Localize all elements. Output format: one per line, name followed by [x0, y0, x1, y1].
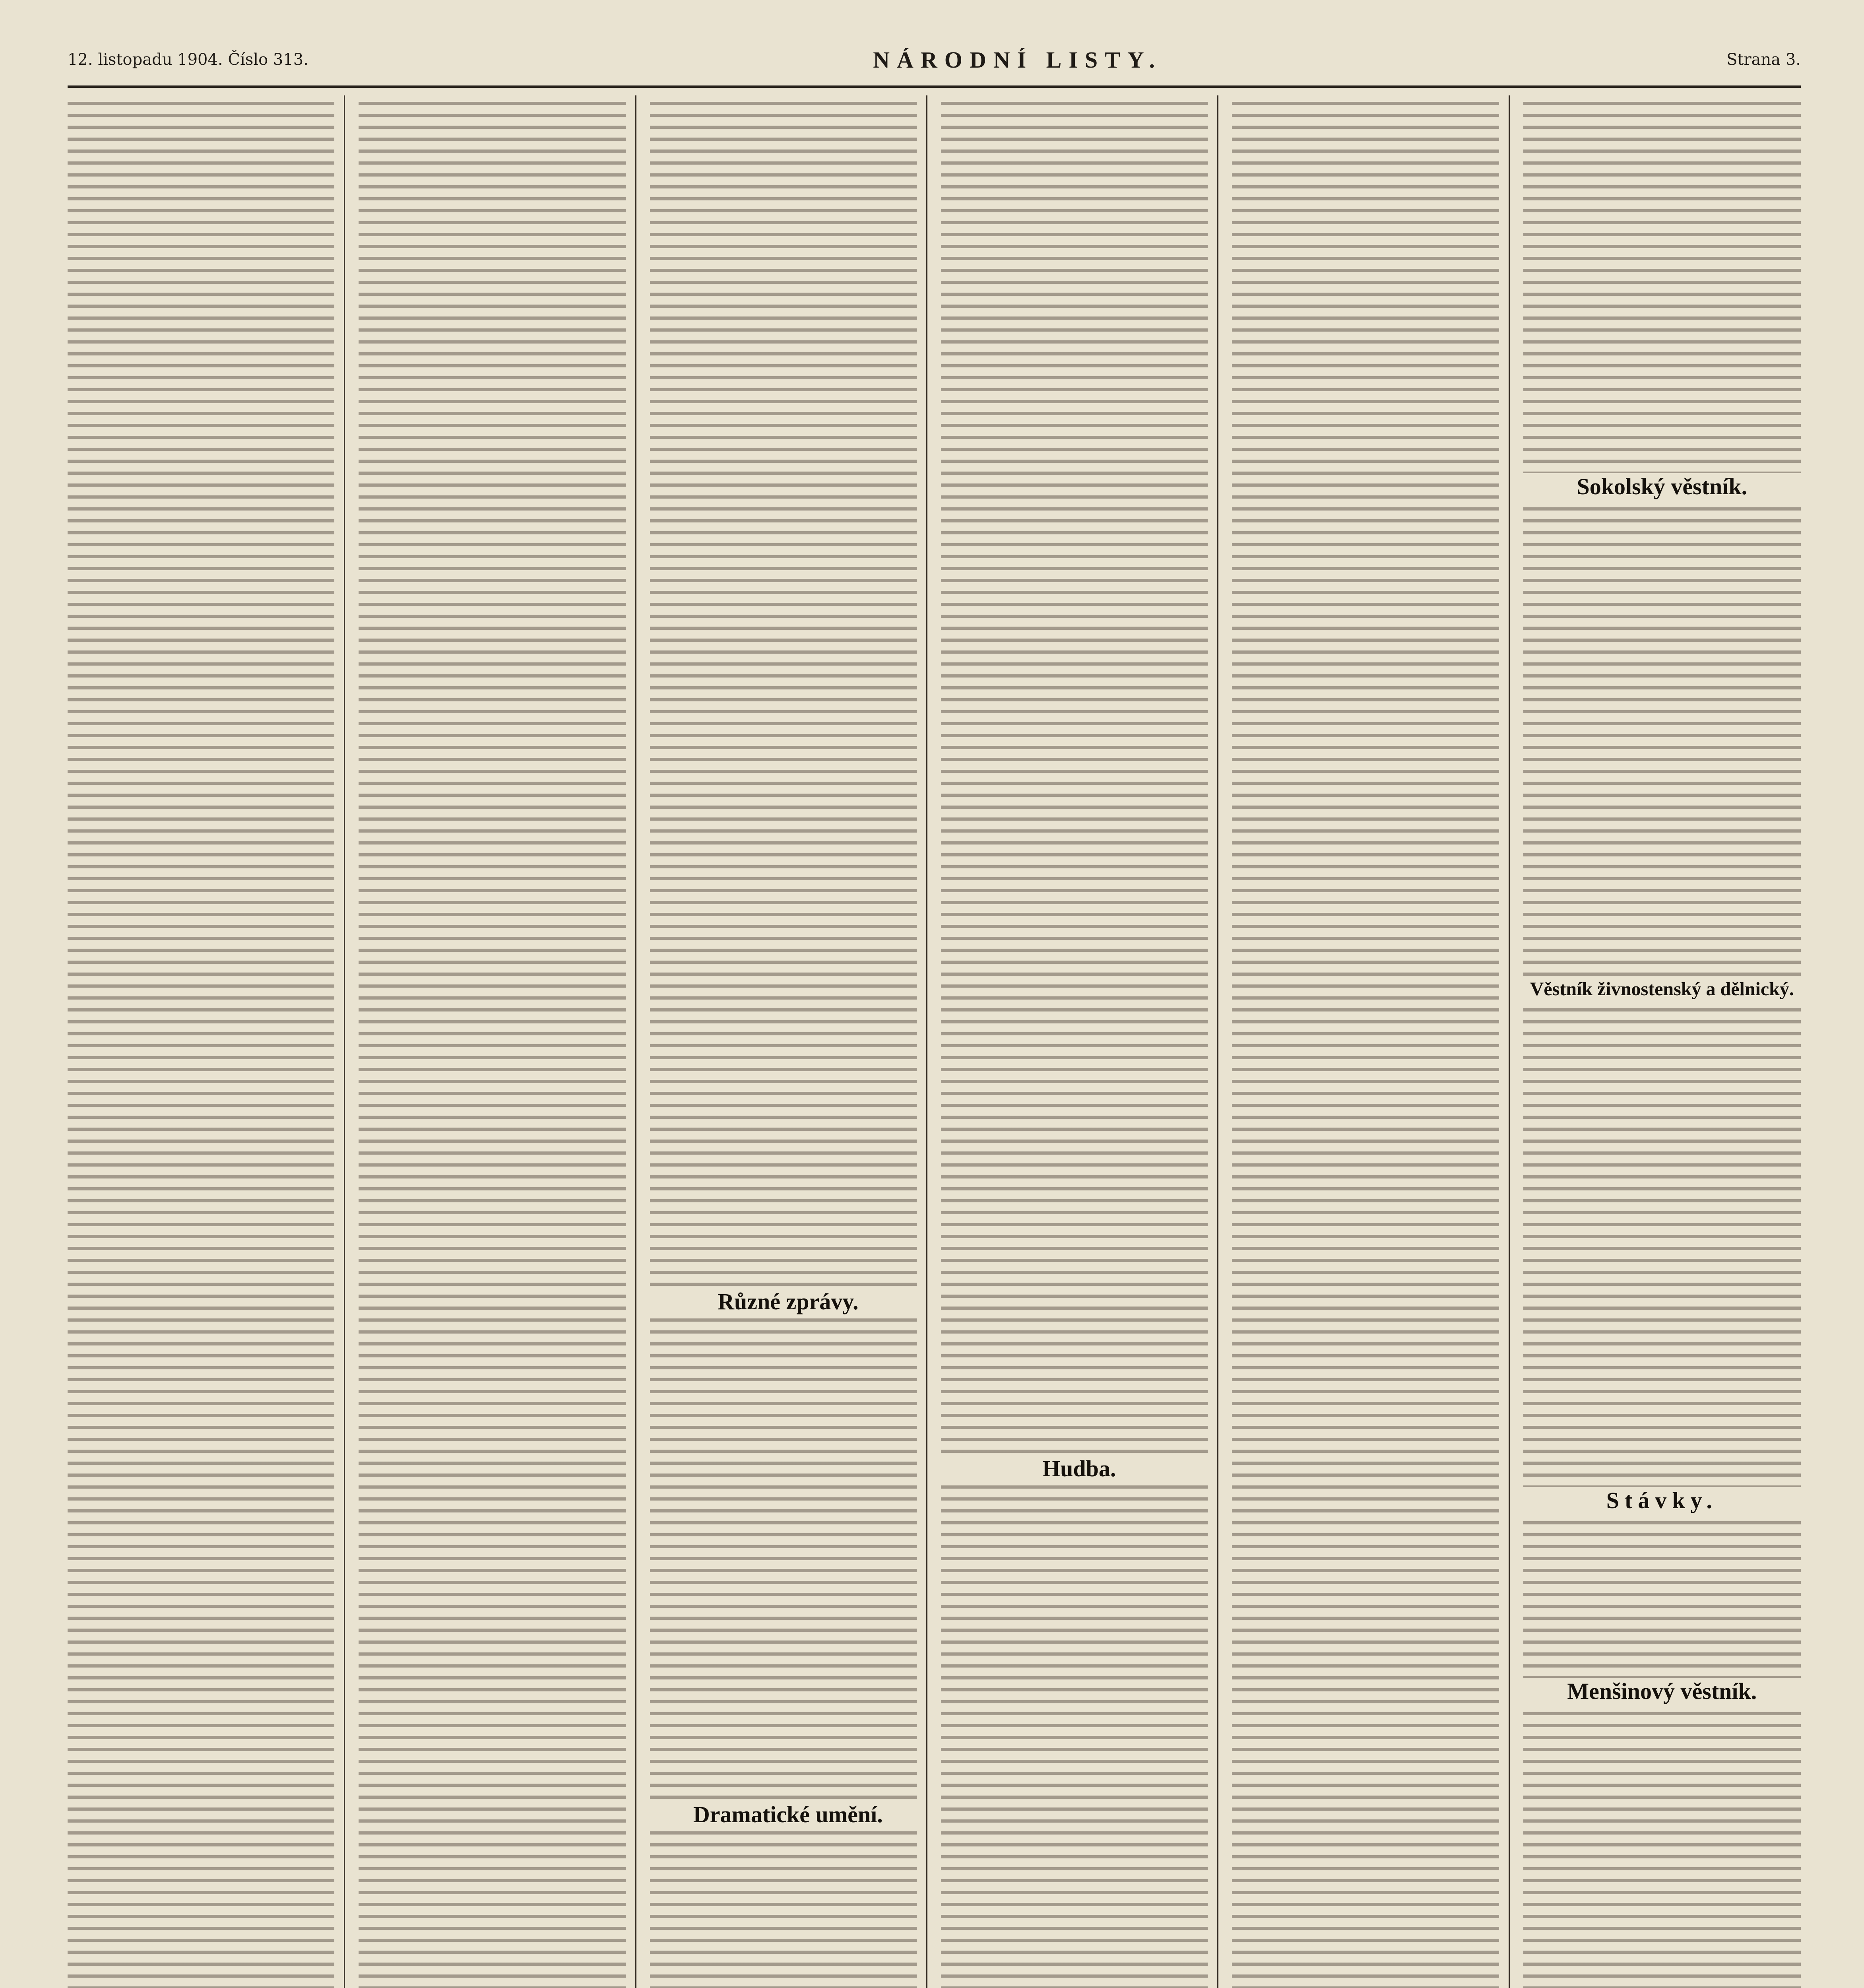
issue-date: 12. listopadu 1904. Číslo 313. [68, 50, 308, 69]
section-hudba: Hudba. [941, 1455, 1217, 1482]
section-stavky: Stávky. [1523, 1487, 1801, 1514]
column-5 [1232, 95, 1509, 1988]
text-block [68, 95, 334, 1988]
section-ruzne-zpravy: Různé zprávy. [650, 1288, 926, 1315]
column-1 [68, 95, 345, 1988]
column-2 [359, 95, 636, 1988]
text-block [1232, 95, 1499, 1988]
page-header [68, 44, 1801, 76]
column-6 [1523, 95, 1801, 1988]
column-4 [941, 95, 1218, 1988]
text-block [650, 95, 917, 1988]
text-block [941, 95, 1208, 1988]
header-rule [68, 85, 1801, 88]
section-dramaticke-umeni: Dramatické umění. [650, 1801, 926, 1828]
section-sokolsky-vestnik: Sokolský věstník. [1523, 473, 1801, 500]
newspaper-title: NÁRODNÍ LISTY. [873, 47, 1162, 73]
page-number: Strana 3. [1726, 50, 1801, 69]
column-3 [650, 95, 927, 1988]
newspaper-columns [68, 95, 1801, 1988]
text-block [359, 95, 625, 1988]
section-vestnik-zivnostensky: Věstník živnostenský a dělnický. [1523, 978, 1801, 1000]
section-mensinovy-vestnik: Menšinový věstník. [1523, 1678, 1801, 1705]
